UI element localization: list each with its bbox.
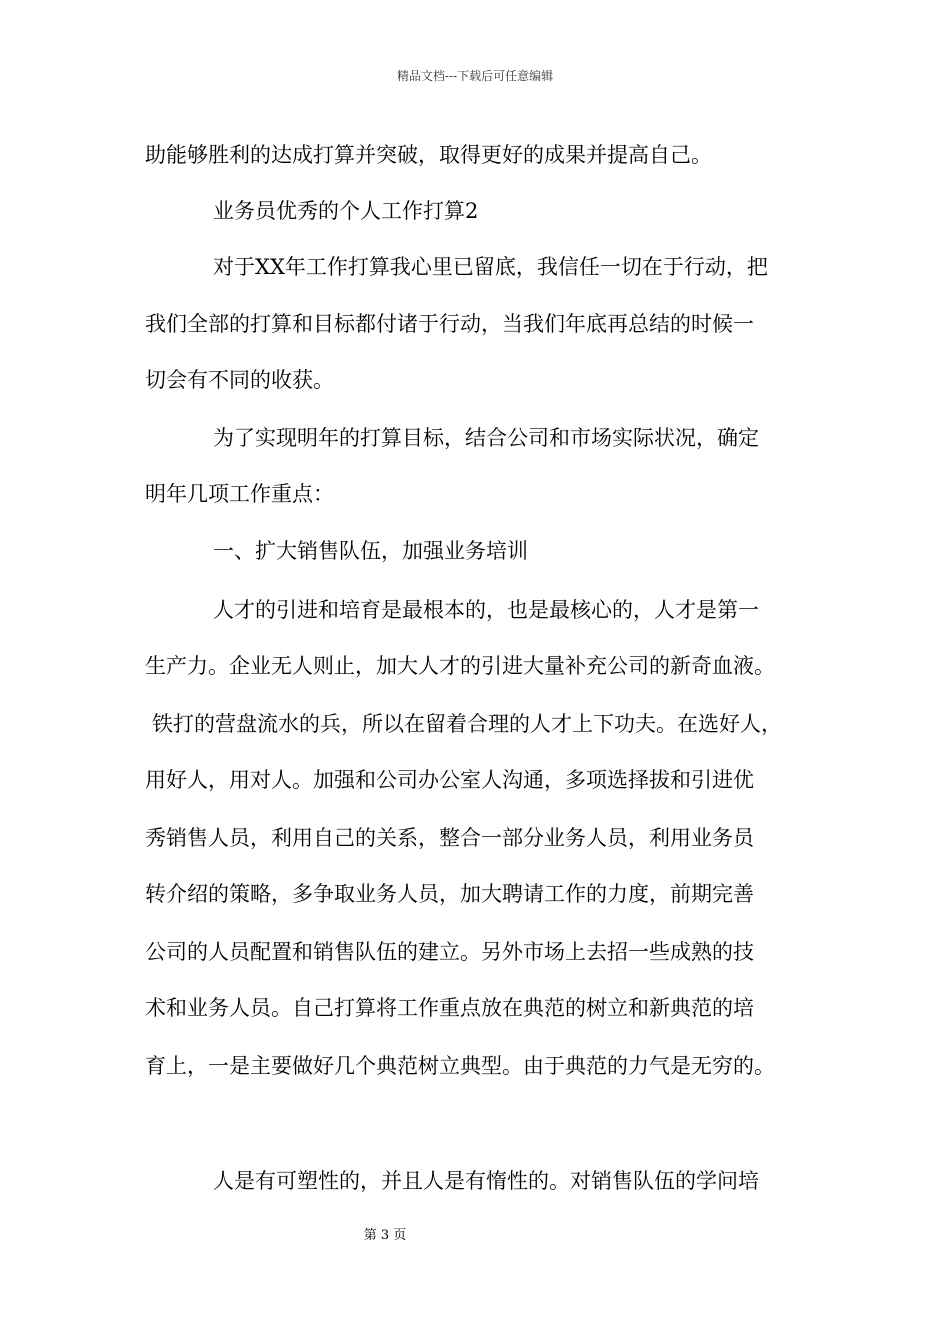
body-line-10: 生产力。企业无人则止，加大人才的引进大量补充公司的新奇血液。 [145, 654, 775, 678]
body-line-12: 用好人，用对人。加强和公司办公室人沟通，多项选择拔和引进优 [145, 768, 754, 792]
body-line-1: 助能够胜利的达成打算并突破，取得更好的成果并提高自己。 [145, 143, 712, 167]
body-line-7: 明年几项工作重点： [145, 482, 334, 506]
body-line-5: 切会有不同的收获。 [145, 368, 334, 392]
section-heading: 业务员优秀的个人工作打算2 [213, 199, 479, 223]
page-header: 精品文档---下载后可任意编辑 [396, 69, 554, 83]
page-number: 第 3 页 [363, 1228, 407, 1243]
body-line-14: 转介绍的策略，多争取业务人员，加大聘请工作的力度，前期完善 [145, 882, 754, 906]
body-line-17: 育上，一是主要做好几个典范树立典型。由于典范的力气是无穷的。 [145, 1054, 775, 1078]
body-line-6: 为了实现明年的打算目标，结合公司和市场实际状况，确定 [213, 426, 759, 450]
body-line-4: 我们全部的打算和目标都付诸于行动，当我们年底再总结的时候一 [145, 312, 754, 336]
body-line-9: 人才的引进和培育是最根本的，也是最核心的，人才是第一 [213, 598, 759, 622]
body-line-15: 公司的人员配置和销售队伍的建立。另外市场上去招一些成熟的技 [145, 940, 754, 964]
body-line-18: 人是有可塑性的，并且人是有惰性的。对销售队伍的学问培 [213, 1169, 759, 1193]
subsection-heading: 一、扩大销售队伍，加强业务培训 [213, 539, 528, 563]
body-line-3: 对于XX年工作打算我心里已留底，我信任一切在于行动，把 [213, 255, 768, 279]
body-line-11: 铁打的营盘流水的兵，所以在留着合理的人才上下功夫。在选好人， [152, 712, 782, 736]
body-line-16: 术和业务人员。自己打算将工作重点放在典范的树立和新典范的培 [145, 996, 754, 1020]
body-line-13: 秀销售人员，利用自己的关系，整合一部分业务人员，利用业务员 [145, 826, 754, 850]
